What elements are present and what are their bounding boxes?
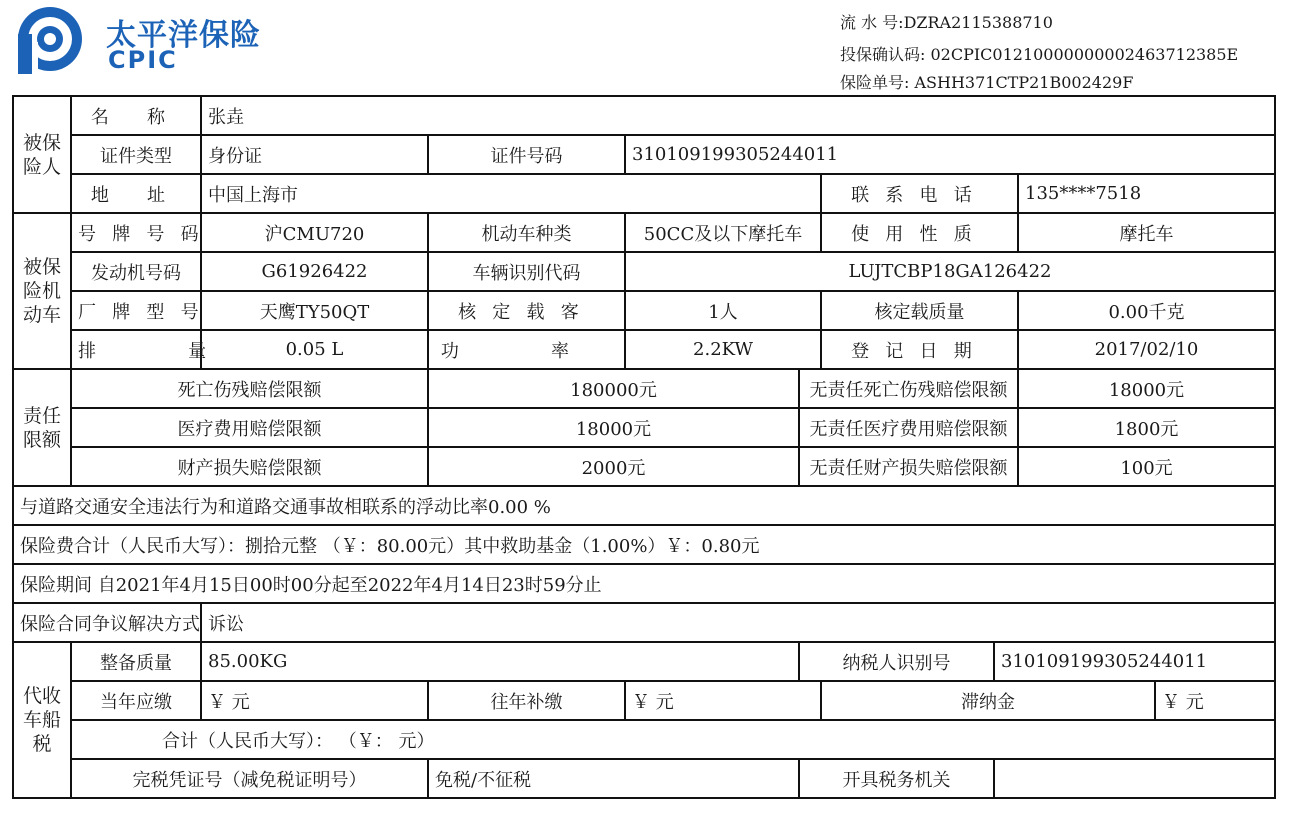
load-value: 0.00千克 (1018, 291, 1275, 330)
premium-total-line: 保险费合计（人民币大写）：捌拾元整 （￥：80.00元）其中救助基金（1.00%）￥：0.80元 (13, 525, 1275, 564)
liability-value: 180000元 (428, 369, 799, 408)
confirm-code: 投保确认码: 02CPIC01210000000002463712385E (840, 45, 1239, 64)
liability-value: 2000元 (428, 447, 799, 486)
displacement-label: 排 量 (71, 330, 201, 369)
serial-number: 流 水 号:DZRA2115388710 (840, 13, 1053, 32)
model-label: 厂牌型号 (71, 291, 201, 330)
tax-authority-label: 开具税务机关 (799, 759, 994, 798)
vin-label: 车辆识别代码 (428, 252, 625, 291)
power-label: 功 率 (428, 330, 625, 369)
load-label: 核定载质量 (821, 291, 1018, 330)
model-value: 天鹰TY50QT (201, 291, 428, 330)
insured-section-label: 被保险人 (13, 96, 71, 213)
tax-section-label: 代收车船税 (13, 642, 71, 798)
address-value: 中国上海市 (201, 174, 821, 213)
vehicle-section-label: 被保险机动车 (13, 213, 71, 369)
no-fault-value: 1800元 (1018, 408, 1275, 447)
usage-value: 摩托车 (1018, 213, 1275, 252)
id-number-label: 证件号码 (428, 135, 625, 174)
policy-table (12, 95, 1276, 799)
address-label: 地 址 (71, 174, 201, 213)
current-tax-value: ￥ 元 (201, 681, 428, 720)
policy-form (12, 95, 1276, 799)
tax-certificate-label: 完税凭证号（减免税证明号） (71, 759, 428, 798)
late-fee-label: 滞纳金 (821, 681, 1155, 720)
float-rate-line: 与道路交通安全违法行为和道路交通事故相联系的浮动比率0.00 % (13, 486, 1275, 525)
name-value: 张垚 (201, 96, 1275, 135)
insurance-period-line: 保险期间 自2021年4月15日00时00分起至2022年4月14日23时59分止 (13, 564, 1275, 603)
no-fault-value: 100元 (1018, 447, 1275, 486)
plate-value: 沪CMU720 (201, 213, 428, 252)
name-label: 名 称 (71, 96, 201, 135)
plate-label: 号牌号码 (71, 213, 201, 252)
curb-weight-label: 整备质量 (71, 642, 201, 681)
no-fault-label: 无责任财产损失赔偿限额 (799, 447, 1018, 486)
policy-number: 保险单号: ASHH371CTP21B002429F (840, 73, 1134, 92)
displacement-value: 0.05 L (201, 330, 428, 369)
late-fee-value: ￥ 元 (1155, 681, 1275, 720)
tax-certificate-value: 免税/不征税 (428, 759, 799, 798)
seats-value: 1人 (625, 291, 821, 330)
usage-label: 使用性质 (821, 213, 1018, 252)
id-type-label: 证件类型 (71, 135, 201, 174)
liability-label: 死亡伤残赔偿限额 (71, 369, 428, 408)
id-number-value: 310109199305244011 (625, 135, 1275, 174)
no-fault-label: 无责任死亡伤残赔偿限额 (799, 369, 1018, 408)
vehicle-type-value: 50CC及以下摩托车 (625, 213, 821, 252)
liability-value: 18000元 (428, 408, 799, 447)
seats-label: 核定载客 (428, 291, 625, 330)
no-fault-value: 18000元 (1018, 369, 1275, 408)
past-tax-label: 往年补缴 (428, 681, 625, 720)
cpic-logo-icon (14, 4, 94, 74)
past-tax-value: ￥ 元 (625, 681, 821, 720)
reg-date-label: 登记日期 (821, 330, 1018, 369)
current-tax-label: 当年应缴 (71, 681, 201, 720)
reg-date-value: 2017/02/10 (1018, 330, 1275, 369)
taxpayer-id-value: 310109199305244011 (994, 642, 1275, 681)
vin-value: LUJTCBP18GA126422 (625, 252, 1275, 291)
dispute-label: 保险合同争议解决方式 (13, 603, 201, 642)
brand-name-en: CPIC (108, 46, 178, 74)
tax-total-line: 合计（人民币大写）： （￥： 元） (71, 720, 1275, 759)
dispute-value: 诉讼 (201, 603, 1275, 642)
curb-weight-value: 85.00KG (201, 642, 799, 681)
tax-authority-value (994, 759, 1275, 798)
engine-number-label: 发动机号码 (71, 252, 201, 291)
id-type-value: 身份证 (201, 135, 428, 174)
power-value: 2.2KW (625, 330, 821, 369)
phone-label: 联系电话 (821, 174, 1018, 213)
vehicle-type-label: 机动车种类 (428, 213, 625, 252)
phone-value: 135****7518 (1018, 174, 1275, 213)
liability-section-label: 责任限额 (13, 369, 71, 486)
liability-label: 财产损失赔偿限额 (71, 447, 428, 486)
cpic-logo (14, 4, 274, 74)
brand-name-cn: 太平洋保险 (106, 18, 261, 53)
no-fault-label: 无责任医疗费用赔偿限额 (799, 408, 1018, 447)
engine-number-value: G61926422 (201, 252, 428, 291)
liability-label: 医疗费用赔偿限额 (71, 408, 428, 447)
taxpayer-id-label: 纳税人识别号 (799, 642, 994, 681)
